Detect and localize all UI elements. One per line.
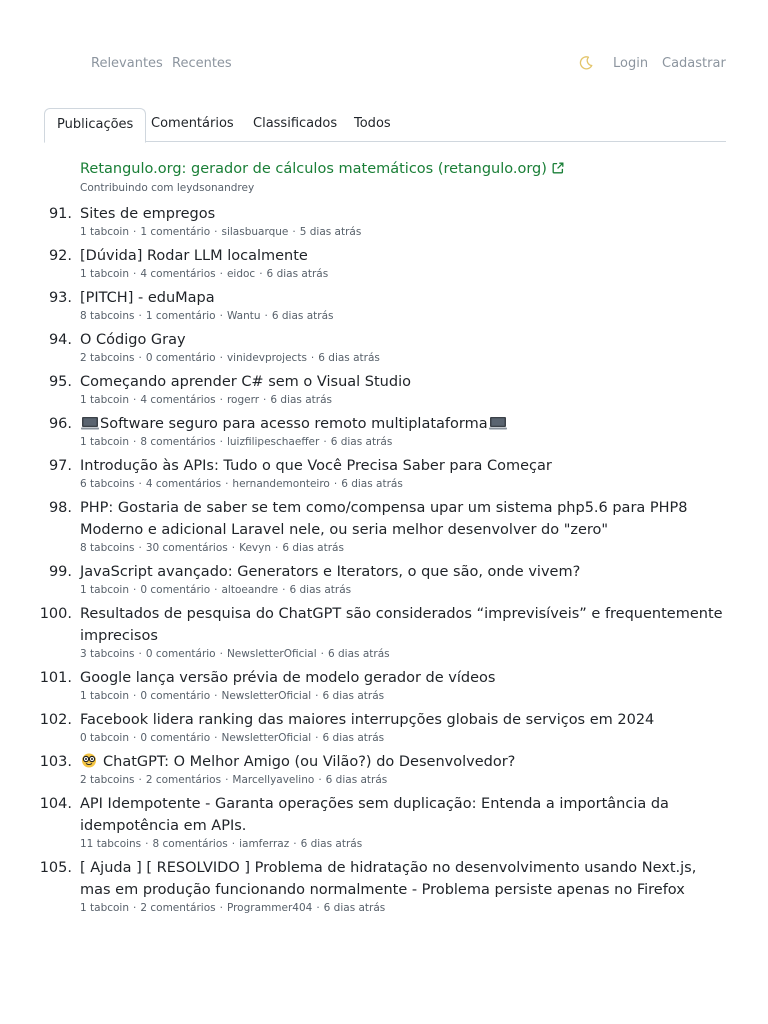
item-meta <box>80 435 768 449</box>
item-meta <box>80 647 768 661</box>
item-tabcoins: 2 tabcoins <box>80 352 135 364</box>
item-number: 100. <box>39 606 72 622</box>
item-meta <box>80 901 768 915</box>
item-comments[interactable]: 4 comentários <box>140 394 216 406</box>
item-time[interactable]: 6 dias atrás <box>289 584 352 596</box>
list-item <box>0 287 768 323</box>
item-comments[interactable]: 0 comentário <box>140 584 211 596</box>
list-item <box>0 203 768 239</box>
meta-separator: · <box>214 690 218 702</box>
meta-separator: · <box>259 268 263 280</box>
meta-separator: · <box>133 732 137 744</box>
meta-separator: · <box>231 838 236 850</box>
meta-separator: · <box>292 226 296 238</box>
item-author[interactable]: eidoc <box>226 268 256 280</box>
item-comments[interactable]: 8 comentários <box>152 838 228 850</box>
item-title-link[interactable]: Começando aprender C# sem o Visual Studio <box>80 374 411 390</box>
item-author[interactable]: NewsletterOficial <box>226 648 317 660</box>
item-author[interactable]: rogerr <box>226 394 260 406</box>
cadastrar-link[interactable]: Cadastrar <box>662 56 726 71</box>
meta-separator: · <box>138 478 142 490</box>
meta-separator: · <box>219 436 223 448</box>
list-item <box>0 751 768 787</box>
meta-separator: · <box>214 226 218 238</box>
meta-separator: · <box>214 732 218 744</box>
item-title-text: Software seguro para acesso remoto multiplataforma <box>100 416 488 432</box>
list-item <box>0 667 768 703</box>
laptop-icon <box>489 415 507 429</box>
meta-separator: · <box>133 436 137 448</box>
item-time[interactable]: 6 dias atrás <box>322 732 385 744</box>
item-time[interactable]: 6 dias atrás <box>323 902 386 914</box>
item-tabcoins: 2 tabcoins <box>80 774 135 786</box>
item-number: 98. <box>48 500 72 516</box>
item-comments[interactable]: 0 comentário <box>145 648 216 660</box>
item-tabcoins: 1 tabcoin <box>80 690 130 702</box>
item-comments[interactable]: 1 comentário <box>145 310 216 322</box>
item-time[interactable]: 5 dias atrás <box>299 226 362 238</box>
external-link-icon <box>551 161 565 175</box>
item-tabcoins: 1 tabcoin <box>80 268 130 280</box>
item-number: 93. <box>48 290 72 306</box>
item-meta <box>80 583 768 597</box>
nerd-face-icon <box>81 752 97 766</box>
meta-separator: · <box>315 732 319 744</box>
item-author[interactable]: vinidevprojects <box>226 352 307 364</box>
meta-separator: · <box>145 838 149 850</box>
item-tabcoins: 1 tabcoin <box>80 394 130 406</box>
item-tabcoins: 1 tabcoin <box>80 226 130 238</box>
item-number: 99. <box>48 564 72 580</box>
item-comments[interactable]: 0 comentário <box>140 690 211 702</box>
meta-separator: · <box>333 478 338 490</box>
item-title-link[interactable]: PHP: Gostaria de saber se tem como/compensa upar um sistema php5.6 para PHP8 Moderno e adicional Laravel nele, ou seria melhor desenvolver do "zero" <box>80 500 688 538</box>
tab-classificados[interactable]: Classificados <box>253 116 338 131</box>
item-comments[interactable]: 0 comentário <box>140 732 211 744</box>
item-meta <box>80 225 768 239</box>
item-tabcoins: 8 tabcoins <box>80 542 135 554</box>
meta-separator: · <box>293 838 297 850</box>
item-title-link[interactable]: [Dúvida] Rodar LLM localmente <box>80 248 308 264</box>
item-number: 102. <box>39 712 72 728</box>
tab-todos[interactable]: Todos <box>354 116 391 131</box>
item-number: 104. <box>39 796 72 812</box>
item-time[interactable]: 6 dias atrás <box>327 648 390 660</box>
item-author[interactable]: Kevyn <box>239 542 271 554</box>
item-time[interactable]: 6 dias atrás <box>322 690 385 702</box>
meta-separator: · <box>219 268 223 280</box>
meta-separator: · <box>219 310 223 322</box>
meta-separator: · <box>318 774 322 786</box>
list-item <box>0 561 768 597</box>
meta-separator: · <box>138 310 142 322</box>
login-link[interactable]: Login <box>613 56 649 71</box>
item-author[interactable]: Wantu <box>226 310 261 322</box>
item-author[interactable]: luizfilipeschaeffer <box>226 436 320 448</box>
item-time[interactable]: 6 dias atrás <box>330 436 393 448</box>
item-meta <box>80 309 768 323</box>
list-item <box>0 329 768 365</box>
list-item <box>0 793 768 851</box>
item-meta <box>80 393 768 407</box>
computer-icon <box>81 415 99 429</box>
item-meta <box>80 731 768 745</box>
item-meta <box>80 351 768 365</box>
item-number: 96. <box>48 416 72 432</box>
list-item <box>0 603 768 661</box>
item-title-link[interactable]: [PITCH] - eduMapa <box>80 290 215 306</box>
item-comments[interactable]: 2 comentários <box>145 774 222 786</box>
item-author[interactable]: hernandemonteiro <box>232 478 330 490</box>
item-title-link[interactable] <box>80 413 730 435</box>
meta-separator: · <box>315 690 319 702</box>
item-number: 97. <box>48 458 72 474</box>
item-title-link[interactable]: JavaScript avançado: Generators e Iterators, o que são, onde vivem? <box>80 564 581 580</box>
item-number: 92. <box>48 248 72 264</box>
item-comments[interactable]: 1 comentário <box>140 226 211 238</box>
item-author[interactable]: iamferraz <box>239 838 290 850</box>
item-time[interactable]: 6 dias atrás <box>300 838 363 850</box>
meta-separator: · <box>133 584 137 596</box>
meta-separator: · <box>275 542 279 554</box>
meta-separator: · <box>219 394 223 406</box>
item-tabcoins: 1 tabcoin <box>80 902 130 914</box>
item-tabcoins: 1 tabcoin <box>80 436 130 448</box>
item-author[interactable]: silasbuarque <box>221 226 289 238</box>
meta-separator: · <box>320 648 324 660</box>
meta-separator: · <box>323 436 327 448</box>
list-item <box>0 413 768 449</box>
item-title-link[interactable]: O Código Gray <box>80 332 186 348</box>
meta-separator: · <box>214 584 218 596</box>
item-comments[interactable]: 4 comentários <box>145 478 222 490</box>
item-meta <box>80 689 768 703</box>
item-time[interactable]: 6 dias atrás <box>270 394 333 406</box>
moon-icon[interactable] <box>578 55 594 71</box>
item-author[interactable]: Programmer404 <box>226 902 313 914</box>
item-time[interactable]: 6 dias atrás <box>271 310 334 322</box>
item-title-link[interactable]: Introdução às APIs: Tudo o que Você Precisa Saber para Começar <box>80 458 552 474</box>
meta-separator: · <box>225 774 229 786</box>
item-title-link[interactable]: Facebook lidera ranking das maiores interrupções globais de serviços em 2024 <box>80 712 655 728</box>
item-author[interactable]: Marcellyavelino <box>232 774 315 786</box>
meta-separator: · <box>282 584 286 596</box>
list-item <box>0 857 768 915</box>
item-number: 105. <box>39 860 72 876</box>
meta-separator: · <box>316 902 320 914</box>
item-tabcoins: 3 tabcoins <box>80 648 135 660</box>
item-number: 91. <box>48 206 72 222</box>
item-time[interactable]: 6 dias atrás <box>325 774 388 786</box>
meta-separator: · <box>133 226 137 238</box>
item-author[interactable]: NewsletterOficial <box>221 732 312 744</box>
meta-separator: · <box>219 648 223 660</box>
meta-separator: · <box>219 352 223 364</box>
item-time[interactable]: 6 dias atrás <box>341 478 403 490</box>
item-comments[interactable]: 30 comentários <box>145 542 228 554</box>
list-item <box>0 455 768 491</box>
meta-separator: · <box>133 902 137 914</box>
item-meta <box>80 773 768 787</box>
item-title-link[interactable]: Resultados de pesquisa do ChatGPT são considerados “imprevisíveis” e frequentemente imprecisos <box>80 606 723 644</box>
sponsored-post <box>80 158 730 195</box>
item-meta <box>80 267 768 281</box>
item-number: 95. <box>48 374 72 390</box>
meta-separator: · <box>219 902 223 914</box>
item-tabcoins: 8 tabcoins <box>80 310 135 322</box>
nav-relevantes[interactable]: Relevantes <box>91 56 163 71</box>
item-time[interactable]: 6 dias atrás <box>318 352 380 364</box>
nav-recentes[interactable]: Recentes <box>172 56 232 71</box>
post-list <box>0 203 768 921</box>
item-title-link[interactable] <box>80 751 730 773</box>
tab-comentarios[interactable]: Comentários <box>151 116 234 131</box>
meta-separator: · <box>133 394 137 406</box>
item-comments[interactable]: 0 comentário <box>145 352 216 364</box>
item-tabcoins: 11 tabcoins <box>80 838 142 850</box>
meta-separator: · <box>264 310 268 322</box>
item-number: 101. <box>39 670 72 686</box>
meta-separator: · <box>133 690 137 702</box>
meta-separator: · <box>225 478 229 490</box>
list-item <box>0 497 768 555</box>
tab-publicacoes[interactable]: Publicações <box>44 108 146 143</box>
item-comments[interactable]: 2 comentários <box>140 902 216 914</box>
item-title-link[interactable]: Google lança versão prévia de modelo gerador de vídeos <box>80 670 496 686</box>
meta-separator: · <box>138 774 142 786</box>
item-meta <box>80 541 768 555</box>
meta-separator: · <box>263 394 267 406</box>
meta-separator: · <box>138 352 142 364</box>
list-item <box>0 245 768 281</box>
list-item <box>0 709 768 745</box>
meta-separator: · <box>133 268 137 280</box>
item-tabcoins: 0 tabcoin <box>80 732 130 744</box>
item-meta <box>80 837 768 851</box>
item-author[interactable]: NewsletterOficial <box>221 690 312 702</box>
list-item <box>0 371 768 407</box>
sponsored-title[interactable]: Retangulo.org: gerador de cálculos matemáticos (retangulo.org) <box>80 161 547 177</box>
item-comments[interactable]: 4 comentários <box>140 268 216 280</box>
tab-bar <box>44 108 726 142</box>
meta-separator: · <box>310 352 315 364</box>
item-number: 103. <box>39 754 72 770</box>
item-title-link[interactable]: [ Ajuda ] [ RESOLVIDO ] Problema de hidratação no desenvolvimento usando Next.js, mas em produção funcionando normalmente - Problema persiste apenas no Firefox <box>80 860 697 898</box>
meta-separator: · <box>138 542 142 554</box>
item-time[interactable]: 6 dias atrás <box>266 268 329 280</box>
item-title-link[interactable]: Sites de empregos <box>80 206 216 222</box>
item-meta <box>80 477 768 491</box>
sponsored-subtitle: Contribuindo com leydsonandrey <box>80 182 255 194</box>
item-tabcoins: 1 tabcoin <box>80 584 130 596</box>
item-comments[interactable]: 8 comentários <box>140 436 216 448</box>
item-number: 94. <box>48 332 72 348</box>
item-tabcoins: 6 tabcoins <box>80 478 135 490</box>
meta-separator: · <box>231 542 236 554</box>
item-title-text: ChatGPT: O Melhor Amigo (ou Vilão?) do Desenvolvedor? <box>103 754 516 770</box>
item-time[interactable]: 6 dias atrás <box>282 542 344 554</box>
item-title-link[interactable]: API Idempotente - Garanta operações sem duplicação: Entenda a importância da idempotência em APIs. <box>80 796 669 834</box>
meta-separator: · <box>138 648 142 660</box>
item-author[interactable]: altoeandre <box>221 584 279 596</box>
